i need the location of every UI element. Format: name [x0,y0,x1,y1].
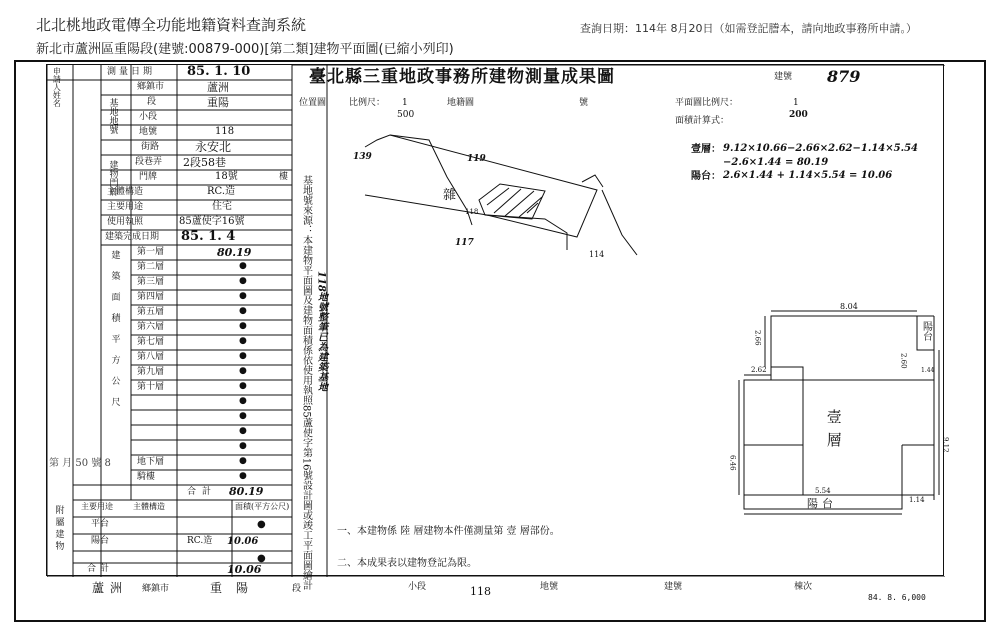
license-label: 使用執照 [107,217,144,227]
floor-row-value: ● [239,396,247,406]
floor-row-value: ● [239,321,247,331]
floor-row-value: 80.19 [217,246,252,259]
street-label: 街路 [141,142,160,152]
floor-suffix: 樓 [279,172,289,182]
location-lot-label: 基地地號 [107,98,118,134]
structure: RC.造 [207,186,236,197]
dim-right: 9.12 [941,437,950,453]
lot-bottom: 117 [455,238,474,248]
floor-row-value: ● [239,456,247,466]
dim-side-bal2: 1.44 [921,367,935,374]
attach-head-use: 主要用途 [81,502,113,511]
lot-left: 139 [353,152,372,162]
attach-total-label: 合計 [87,564,114,574]
attach-row-area: ● [257,553,266,564]
structure-label: 主體構造 [107,187,144,197]
number-label: 門牌 [139,172,158,182]
hatch-char: 雜 [443,188,457,203]
attach-row-area: 10.06 [227,536,259,547]
lot-right: 114 [589,250,605,259]
total-label: 合計 [187,487,218,497]
attach-head-area: 面積(平方公尺) [235,502,290,511]
completion-label: 建築完成日期 [105,232,160,242]
footer-lot-label: 地號 [540,582,559,592]
city: 蘆洲 [207,81,229,94]
floor-name: 壹層 [824,409,843,455]
floor-row-value: ● [239,471,247,481]
attach-row-structure: RC.造 [187,536,213,546]
lot-main: 118 [465,208,479,216]
floor-row-label: 第三層 [137,277,165,287]
attach-row-area: ● [257,519,266,530]
floor-row-label: 第七層 [137,337,165,347]
floor-row-value: ● [239,336,247,346]
scale-num: 1 [402,98,408,108]
floor-area-label: 建築面積平方公尺 [109,250,120,418]
dim-left: 6.46 [728,455,737,471]
floor-row-label: 第五層 [137,307,165,317]
side-balcony: 陽台 [920,321,932,341]
survey-date: 85. 1. 10 [187,64,251,79]
footer-lot: 118 [470,585,491,598]
note-1: 一、本建物係 陸 層建物本件僅測量第 壹 層部份。 [337,526,560,537]
footer-building-label: 建號 [664,582,683,592]
balcony: 陽台 [807,497,837,510]
scale-den: 500 [397,110,415,120]
document-subtitle: 新北市蘆洲區重陽段(建號:00879-000)[第二類]建物平面圖(已縮小列印) [36,42,454,57]
dim-notch-h: 2.66 [753,330,762,346]
print-number: 84. 8. 6,000 [868,593,926,602]
total: 80.19 [229,485,264,498]
footer-subsection-label: 小段 [408,582,427,592]
calc-balcony: 2.6×1.44 + 1.14×5.54 = 10.06 [723,170,893,181]
floor-row-label: 騎樓 [137,472,156,482]
calc-floor-line1: 9.12×10.66−2.66×2.62−1.14×5.54 [723,143,918,154]
main-use: 住宅 [212,201,232,212]
attach-label: 附屬建物 [53,505,64,553]
location-sketch [365,135,637,255]
attach-total: 10.06 [227,563,262,576]
map-no-label: 號 [579,98,589,108]
margin-note: 第 月 50 號 8 [49,458,111,469]
system-title: 北北桃地政電傳全功能地籍資料查詢系統 [36,16,307,34]
floor-row-value: ● [239,441,247,451]
applicant-label: 申請人姓名 [52,67,62,107]
plan-scale-label: 平面圖比例尺： [675,98,739,108]
area-calc-label: 面積計算式： [675,116,730,126]
floor-row-label: 第六層 [137,322,165,332]
plan-scale-den: 200 [789,110,808,120]
floor-row-label: 第一層 [137,247,165,257]
calc-floor-label: 壹層： [691,144,721,155]
footer-city-label: 鄉鎮市 [142,584,170,594]
floor-row-value: ● [239,366,247,376]
lane: 2段58巷 [183,156,226,169]
footer-city: 蘆洲 [92,581,129,595]
calc-floor-line2: −2.6×1.44 = 80.19 [723,157,829,168]
section: 重陽 [207,96,229,109]
dim-notch-w: 2.62 [751,366,767,374]
subsection-label: 小段 [139,112,158,122]
attach-row-use: 平台 [91,519,110,529]
floor-row-value: ● [239,291,247,301]
floor-row-value: ● [239,351,247,361]
dim-bal-h: 1.14 [909,496,925,504]
building-no: 879 [827,67,861,86]
footer-floor-label: 棟次 [794,582,813,592]
scale-label: 比例尺： [349,98,386,108]
map-sheet-label: 地籍圖 [447,98,475,108]
calc-balcony-label: 陽台： [691,171,721,182]
floor-row-label: 第十層 [137,382,165,392]
lane-label: 段巷弄 [135,157,163,167]
doc-title: 臺北縣三重地政事務所建物測量成果圖 [309,67,615,87]
location-label: 位置圖 [299,98,327,108]
footer-section-label: 段 [292,584,302,594]
floor-row-value: ● [239,276,247,286]
main-use-label: 主要用途 [107,202,144,212]
floor-row-label: 第八層 [137,352,165,362]
address-label: 建物門牌 [107,160,118,196]
dim-bal-w: 5.54 [815,487,831,495]
street: 永安北 [195,140,232,154]
lot-note: 118地號整筆已為建築基地 [315,271,327,392]
floor-row-label: 第四層 [137,292,165,302]
section-label: 段 [147,97,157,107]
basis-note: 基地號來源：本建物平面圖及建物面積係依使用執照85蘆使字第16號設計圖或竣工平面圖繪計 [300,175,312,591]
lot-top: 119 [467,154,486,164]
floor-row-label: 第二層 [137,262,165,272]
completion-date: 85. 1. 4 [181,229,236,244]
query-date: 查詢日期：114年 8月20日（如需登記謄本，請向地政事務所申請。） [580,22,917,35]
floor-row-value: ● [239,381,247,391]
lot-label: 地號 [139,127,158,137]
floor-row-value: ● [239,306,247,316]
attach-head-structure: 主體構造 [133,502,165,511]
note-2: 二、本成果表以建物登記為限。 [337,558,477,569]
number: 18號 [215,171,238,182]
dim-side-bal: 2.60 [899,353,908,369]
floor-row-label: 第九層 [137,367,165,377]
plan-scale-num: 1 [793,98,799,108]
floor-row-value: ● [239,411,247,421]
survey-date-label: 測量日期 [107,67,156,77]
dim-top: 8.04 [840,302,858,311]
lot: 118 [215,126,235,137]
floor-row-value: ● [239,426,247,436]
license: 85蘆使字16號 [179,216,245,227]
floor-row-label: 地下層 [137,457,165,467]
footer-section: 重陽 [210,581,263,595]
attach-row-use: 陽台 [91,536,110,546]
city-label: 鄉鎮市 [137,82,165,92]
building-no-label: 建號 [774,72,793,82]
floor-row-value: ● [239,261,247,271]
